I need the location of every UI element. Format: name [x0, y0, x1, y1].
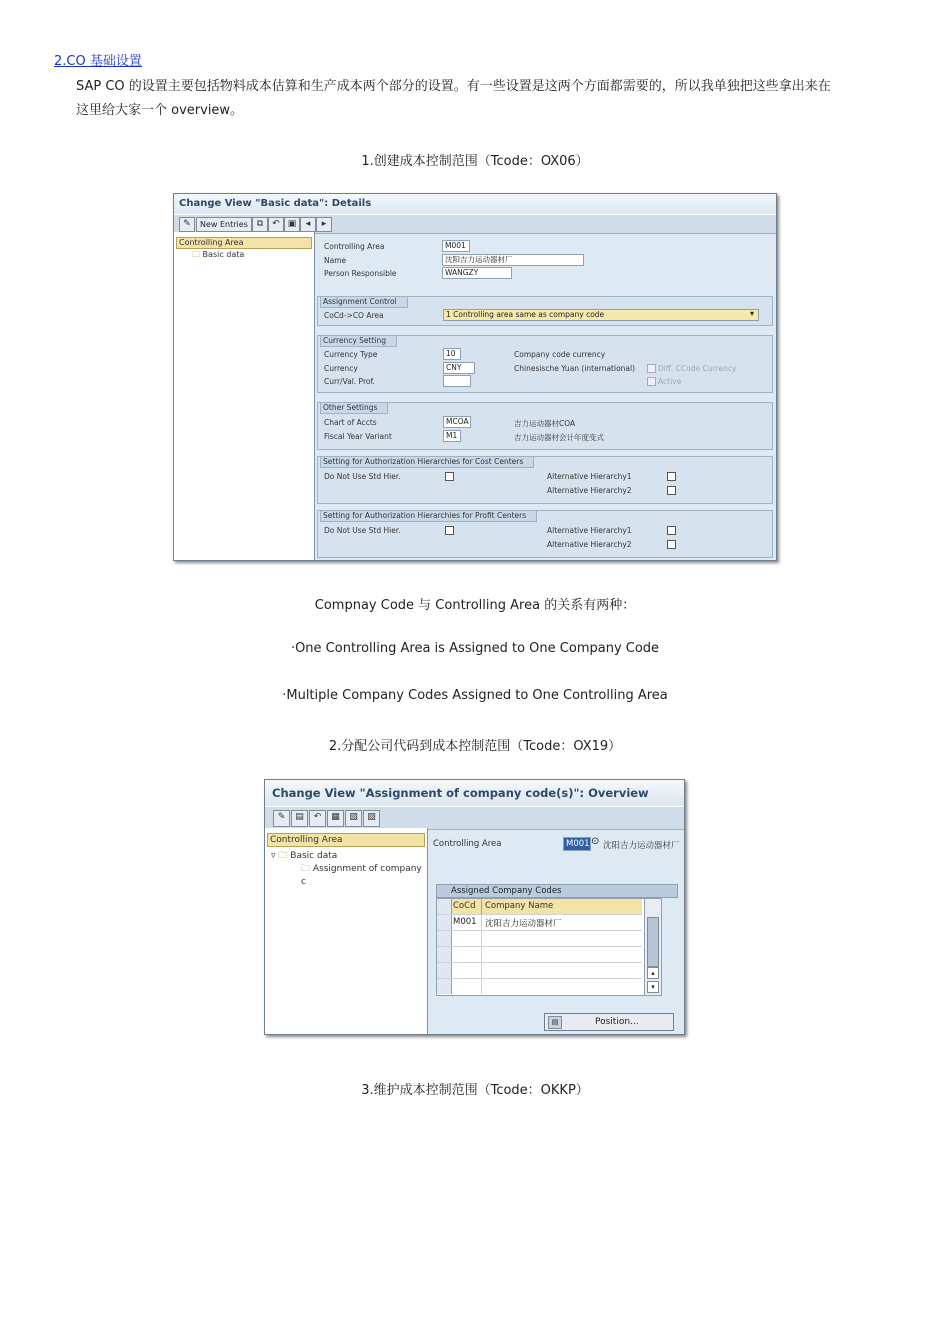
fiscal-year-variant-field[interactable]: M1	[443, 430, 461, 442]
step1-caption: 1.创建成本控制范围（Tcode：OX06）	[361, 154, 589, 169]
do-not-use-std-hier-label: Do Not Use Std Hier.	[324, 526, 401, 535]
controlling-area-field[interactable]: M001	[442, 240, 470, 252]
table-scrollbar[interactable]	[644, 899, 661, 995]
folder-icon: 🗀	[192, 250, 200, 259]
do-not-use-std-hier-checkbox[interactable]	[445, 526, 454, 535]
undo-icon[interactable]: ↶	[268, 217, 284, 232]
do-not-use-std-hier-label: Do Not Use Std Hier.	[324, 472, 401, 481]
table-row[interactable]	[437, 915, 642, 931]
toolbar	[265, 806, 684, 830]
name-label: Name	[324, 256, 347, 265]
assigned-company-codes-title: Assigned Company Codes	[436, 884, 678, 898]
nav-tree	[265, 828, 428, 1034]
edit-icon[interactable]: ✎	[273, 810, 290, 827]
fiscal-year-variant-label: Fiscal Year Variant	[324, 432, 392, 441]
currency-type-field[interactable]: 10	[443, 348, 461, 360]
tree-head-controlling-area[interactable]: Controlling Area	[267, 833, 425, 847]
curr-val-prof-label: Curr/Val. Prof.	[324, 377, 375, 386]
step3-caption: 3.维护成本控制范围（Tcode：OKKP）	[361, 1083, 589, 1098]
tree-item-basic-data[interactable]	[192, 249, 244, 263]
group-title: Setting for Authorization Hierarchies for Cost Centers	[320, 456, 534, 468]
currency-type-desc: Company code currency	[514, 350, 606, 359]
group-title: Assignment Control	[320, 296, 408, 308]
alt-hierarchy2-checkbox[interactable]	[667, 540, 676, 549]
folder-icon: 🗀	[301, 864, 311, 874]
active-label: Active	[658, 377, 682, 386]
screen-title: Change View "Assignment of company code(s)": Overview	[265, 780, 685, 806]
cocd-co-area-dropdown[interactable]: 1 Controlling area same as company code	[443, 309, 759, 321]
sap-screen-assignment	[264, 779, 685, 1035]
tree-item-label: Assignment of company c	[301, 864, 422, 887]
currency-type-label: Currency Type	[324, 350, 378, 359]
controlling-area-desc: 沈阳吉力运动器材厂	[603, 841, 680, 851]
select-all-cell[interactable]	[437, 899, 452, 914]
deselect-icon[interactable]: ▨	[363, 810, 380, 827]
tree-head-controlling-area[interactable]: Controlling Area	[176, 237, 312, 249]
alt-hierarchy2-label: Alternative Hierarchy2	[547, 486, 632, 495]
alt-hierarchy2-label: Alternative Hierarchy2	[547, 540, 632, 549]
column-header-company-name[interactable]: Company Name	[485, 901, 554, 911]
currency-field[interactable]: CNY	[443, 362, 475, 374]
scrollbar-thumb[interactable]	[647, 917, 659, 967]
person-responsible-field[interactable]: WANGZY	[442, 267, 512, 279]
expand-icon[interactable]: ▿	[271, 851, 276, 861]
name-field[interactable]: 沈阳吉力运动器材厂	[442, 254, 584, 266]
undo-icon[interactable]: ↶	[309, 810, 326, 827]
table-row[interactable]	[437, 963, 642, 979]
group-auth-profit-centers	[317, 510, 773, 558]
copy-icon[interactable]: ⧉	[252, 217, 268, 232]
group-title: Currency Setting	[320, 335, 397, 347]
curr-val-prof-field[interactable]	[443, 375, 471, 387]
step2-caption: 2.分配公司代码到成本控制范围（Tcode：OX19）	[328, 739, 622, 754]
chart-of-accts-label: Chart of Accts	[324, 418, 377, 427]
tree-item-label: Basic data	[202, 250, 245, 259]
folder-icon: 🗀	[278, 851, 288, 861]
table-row[interactable]	[437, 931, 642, 947]
cell-cocd[interactable]: M001	[453, 917, 477, 927]
position-button[interactable]	[544, 1013, 674, 1031]
previous-icon[interactable]: ◂	[300, 217, 316, 232]
alt-hierarchy2-checkbox[interactable]	[667, 486, 676, 495]
edit-icon[interactable]: ✎	[179, 217, 195, 232]
chart-of-accts-field[interactable]: MCOA	[443, 416, 471, 428]
controlling-area-label: Controlling Area	[324, 242, 385, 251]
relation-item-1: ·One Controlling Area is Assigned to One Company Code	[290, 641, 660, 656]
column-header-cocd[interactable]: CoCd	[453, 901, 476, 911]
delete-icon[interactable]: ▣	[284, 217, 300, 232]
currency-desc: Chinesische Yuan (international)	[514, 364, 636, 373]
dropdown-icon[interactable]: ▾	[750, 309, 755, 318]
position-icon: ▤	[548, 1016, 562, 1029]
group-other-settings	[317, 402, 773, 450]
diff-ccode-label: Diff. CCode Currency	[658, 364, 737, 373]
group-currency-setting	[317, 335, 773, 393]
search-help-icon[interactable]: ⊙	[591, 836, 600, 847]
cell-company-name: 沈阳吉力运动器材厂	[485, 919, 562, 929]
nav-tree	[174, 232, 315, 560]
currency-label: Currency	[324, 364, 358, 373]
table-row[interactable]	[437, 979, 642, 994]
fiscal-year-variant-desc: 吉力运动器材会计年度变式	[514, 433, 604, 442]
table-row[interactable]	[437, 947, 642, 963]
person-responsible-label: Person Responsible	[324, 269, 397, 278]
active-checkbox[interactable]	[647, 377, 656, 386]
diff-ccode-checkbox[interactable]	[647, 364, 656, 373]
select-all-icon[interactable]: ▦	[327, 810, 344, 827]
controlling-area-label: Controlling Area	[433, 839, 502, 849]
next-icon[interactable]: ▸	[316, 217, 332, 232]
row-selector[interactable]	[437, 947, 452, 962]
alt-hierarchy1-label: Alternative Hierarchy1	[547, 472, 632, 481]
row-selector[interactable]	[437, 963, 452, 978]
alt-hierarchy1-checkbox[interactable]	[667, 472, 676, 481]
save-icon[interactable]: ▤	[291, 810, 308, 827]
group-auth-cost-centers	[317, 456, 773, 504]
row-selector[interactable]	[437, 979, 452, 994]
position-button-label: Position...	[595, 1017, 639, 1027]
alt-hierarchy1-checkbox[interactable]	[667, 526, 676, 535]
intro-line-2: 这里给大家一个 overview。	[76, 103, 244, 118]
controlling-area-field[interactable]: M001	[563, 837, 591, 851]
section-link[interactable]: 2.CO 基础设置	[54, 54, 142, 69]
row-selector[interactable]	[437, 915, 452, 930]
tree-item-label: Basic data	[290, 851, 338, 861]
screen-title: Change View "Basic data": Details	[174, 194, 777, 214]
relation-heading: Compnay Code 与 Controlling Area 的关系有两种：	[314, 598, 636, 613]
group-assignment-control	[317, 296, 773, 326]
chart-of-accts-desc: 吉力运动器材COA	[514, 419, 576, 428]
tree-item-assignment[interactable]	[301, 861, 427, 887]
alt-hierarchy1-label: Alternative Hierarchy1	[547, 526, 632, 535]
intro-line-1: SAP CO 的设置主要包括物料成本估算和生产成本两个部分的设置。有一些设置是这两个方面都需要的，所以我单独把这些拿出来在	[76, 79, 831, 94]
sap-screen-basic-data	[173, 193, 777, 561]
group-title: Other Settings	[320, 402, 388, 414]
relation-item-2: ·Multiple Company Codes Assigned to One Controlling Area	[282, 688, 668, 703]
group-title: Setting for Authorization Hierarchies for Profit Centers	[320, 510, 537, 522]
table-header-row	[437, 899, 642, 915]
scroll-up-icon[interactable]: ▴	[647, 967, 659, 979]
scroll-down-icon[interactable]: ▾	[647, 981, 659, 993]
row-selector[interactable]	[437, 931, 452, 946]
select-block-icon[interactable]: ▧	[345, 810, 362, 827]
do-not-use-std-hier-checkbox[interactable]	[445, 472, 454, 481]
cocd-co-area-label: CoCd->CO Area	[324, 311, 384, 320]
assigned-company-codes-table	[436, 898, 662, 996]
toolbar	[174, 214, 776, 234]
new-entries-button[interactable]: New Entries	[196, 217, 252, 232]
